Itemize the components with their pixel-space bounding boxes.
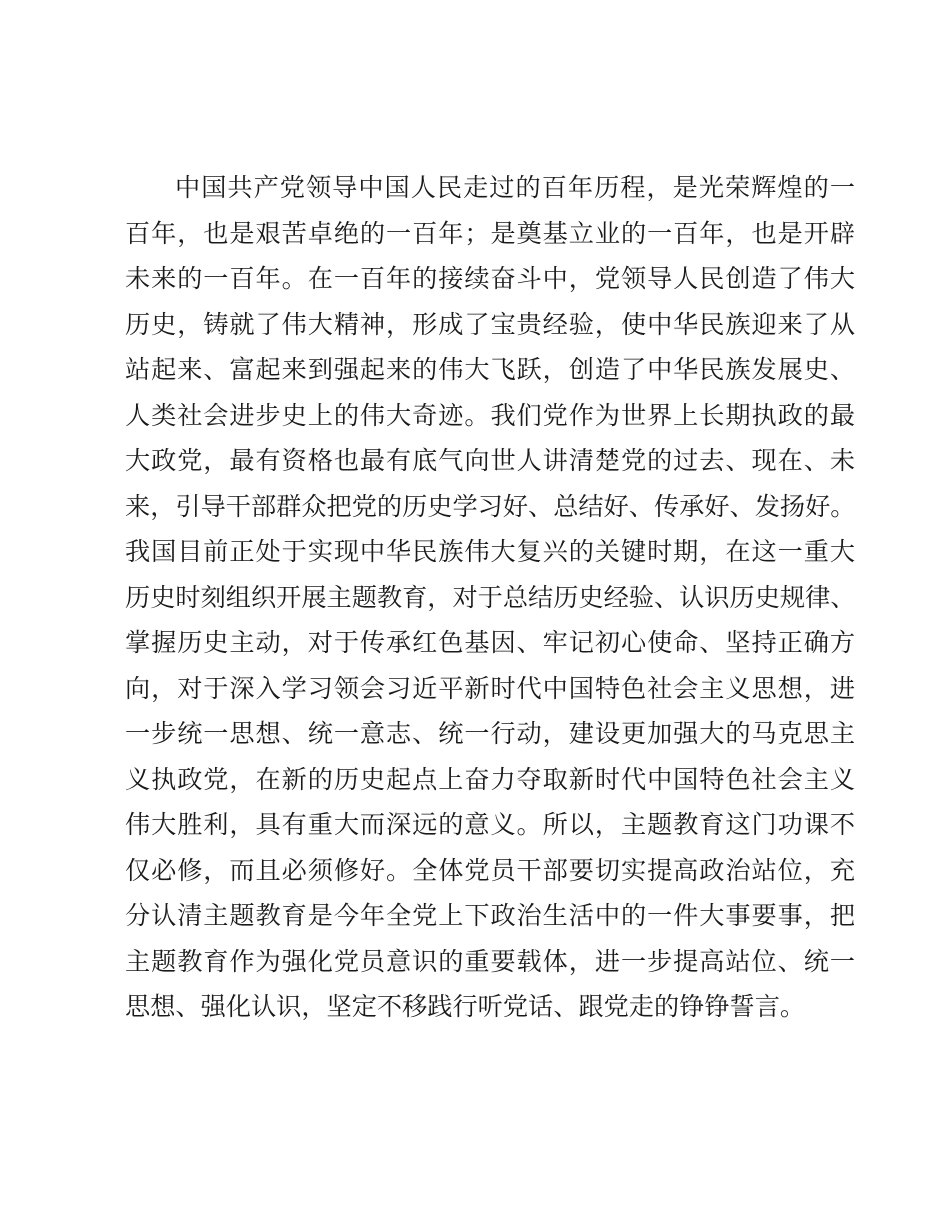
paragraph-line: 义执政党，在新的历史起点上奋力夺取新时代中国特色社会主义 xyxy=(125,764,855,794)
paragraph-line: 思想、强化认识，坚定不移践行听党话、跟党走的铮铮誓言。 xyxy=(125,992,806,1021)
paragraph-line: 历史，铸就了伟大精神，形成了宝贵经验，使中华民族迎来了从 xyxy=(125,309,855,339)
paragraph-line: 大政党，最有资格也最有底气向世人讲清楚党的过去、现在、未 xyxy=(125,446,855,475)
paragraph-line: 未来的一百年。在一百年的接续奋斗中，党领导人民创造了伟大 xyxy=(125,264,855,293)
paragraph-line: 伟大胜利，具有重大而深远的意义。所以，主题教育这门功课不 xyxy=(125,810,855,839)
paragraph-line: 一步统一思想、统一意志、统一行动，建设更加强大的马克思主 xyxy=(125,719,855,748)
paragraph-line: 我国目前正处于实现中华民族伟大复兴的关键时期，在这一重大 xyxy=(125,537,855,566)
paragraph-line: 中国共产党领导中国人民走过的百年历程，是光荣辉煌的一 xyxy=(175,173,855,202)
paragraph-line: 历史时刻组织开展主题教育，对于总结历史经验、认识历史规律、 xyxy=(125,582,855,612)
paragraph-line: 主题教育作为强化党员意识的重要载体，进一步提高站位、统一 xyxy=(125,946,855,976)
paragraph-line: 分认清主题教育是今年全党上下政治生活中的一件大事要事，把 xyxy=(125,901,855,930)
paragraph-line: 人类社会进步史上的伟大奇迹。我们党作为世界上长期执政的最 xyxy=(125,400,855,430)
paragraph-line: 仅必修，而且必须修好。全体党员干部要切实提高政治站位，充 xyxy=(125,855,855,885)
paragraph-line: 向，对于深入学习领会习近平新时代中国特色社会主义思想，进 xyxy=(125,673,855,703)
paragraph-line: 来，引导干部群众把党的历史学习好、总结好、传承好、发扬好。 xyxy=(125,491,855,521)
paragraph-line: 百年，也是艰苦卓绝的一百年；是奠基立业的一百年，也是开辟 xyxy=(125,218,855,248)
paragraph-line: 掌握历史主动，对于传承红色基因、牢记初心使命、坚持正确方 xyxy=(125,628,855,657)
paragraph-line: 站起来、富起来到强起来的伟大飞跃，创造了中华民族发展史、 xyxy=(125,355,855,384)
body-paragraph xyxy=(125,165,855,1030)
